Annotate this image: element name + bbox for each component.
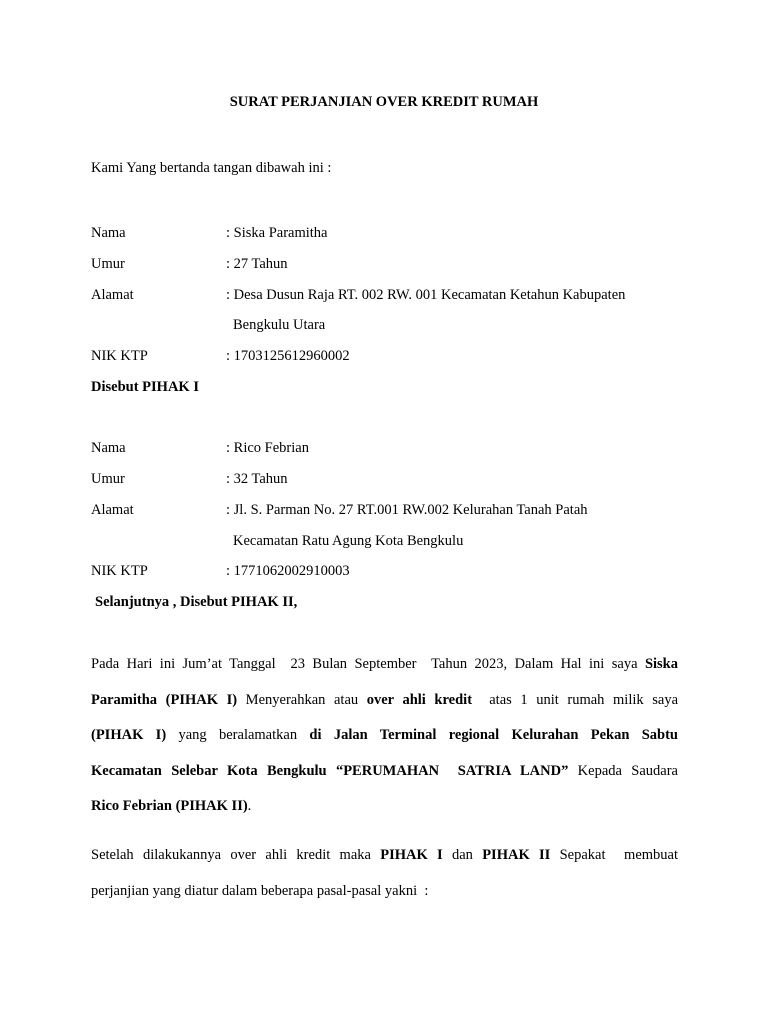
paragraph-bold-text: Rico Febrian (PIHAK II) — [91, 798, 248, 814]
paragraph-bold-text: Kecamatan Selebar Kota Bengkulu “PERUMAHAN SATRIA LAND” — [91, 762, 569, 779]
party1-designation: Disebut PIHAK I — [91, 379, 199, 395]
party2-nik-label: NIK KTP — [91, 563, 148, 579]
party2-designation: Selanjutnya , Disebut PIHAK II, — [95, 594, 298, 610]
paragraph-text: Sepakat membuat — [550, 847, 679, 863]
paragraph-line — [91, 874, 678, 910]
party1-name-label: Nama — [91, 225, 126, 241]
party2-name-value: : Rico Febrian — [226, 440, 309, 456]
paragraph-line — [91, 789, 678, 825]
paragraph-text: Menyerahkan atau — [237, 691, 367, 708]
agreement-paragraph-1 — [91, 647, 678, 825]
party1-nik-value: : 1703125612960002 — [226, 348, 350, 364]
party2-age-value: : 32 Tahun — [226, 471, 288, 487]
party2-name-label: Nama — [91, 440, 126, 456]
party1-age-value: : 27 Tahun — [226, 256, 288, 272]
party1-age-label: Umur — [91, 256, 125, 272]
party2-age-label: Umur — [91, 471, 125, 487]
party2-nik-value: : 1771062002910003 — [226, 563, 350, 579]
paragraph-line — [91, 647, 678, 683]
paragraph-bold-text: Paramitha (PIHAK I) — [91, 691, 238, 708]
paragraph-text: yang beralamatkan — [166, 727, 310, 743]
paragraph-bold-text: over ahli kredit — [366, 691, 473, 708]
paragraph-text: Kepada Saudara — [568, 762, 678, 779]
party1-address-value-line1: : Desa Dusun Raja RT. 002 RW. 001 Kecamatan Ketahun Kabupaten — [226, 287, 626, 303]
paragraph-text: . — [247, 798, 252, 814]
document-title: SURAT PERJANJIAN OVER KREDIT RUMAH — [229, 94, 539, 110]
paragraph-text: dan — [442, 847, 483, 863]
paragraph-bold-text: Siska — [644, 656, 678, 672]
party1-nik-label: NIK KTP — [91, 348, 148, 364]
agreement-paragraph-2 — [91, 838, 678, 909]
paragraph-bold-text: PIHAK I — [380, 847, 443, 863]
party2-address-value-line1: : Jl. S. Parman No. 27 RT.001 RW.002 Kelurahan Tanah Patah — [226, 502, 588, 518]
paragraph-bold-text: di Jalan Terminal regional Kelurahan Pekan Sabtu — [309, 727, 678, 743]
party2-address-value-line2: Kecamatan Ratu Agung Kota Bengkulu — [233, 533, 464, 549]
party1-address-label: Alamat — [91, 287, 134, 303]
intro-text: Kami Yang bertanda tangan dibawah ini : — [91, 160, 332, 176]
paragraph-bold-text: PIHAK II — [482, 847, 551, 863]
paragraph-text: perjanjian yang diatur dalam beberapa pasal-pasal yakni : — [91, 882, 429, 899]
paragraph-text: atas 1 unit rumah milik saya — [472, 691, 678, 708]
party1-address-value-line2: Bengkulu Utara — [233, 317, 326, 333]
party2-address-label: Alamat — [91, 502, 134, 518]
paragraph-text: Pada Hari ini Jum’at Tanggal 23 Bulan September Tahun 2023, Dalam Hal ini saya — [91, 656, 645, 672]
paragraph-line — [91, 718, 678, 754]
party1-name-value: : Siska Paramitha — [226, 225, 328, 241]
paragraph-line — [91, 838, 678, 874]
paragraph-line — [91, 683, 678, 719]
paragraph-bold-text: (PIHAK I) — [91, 727, 167, 743]
paragraph-line — [91, 754, 678, 790]
paragraph-text: Setelah dilakukannya over ahli kredit maka — [91, 847, 381, 863]
